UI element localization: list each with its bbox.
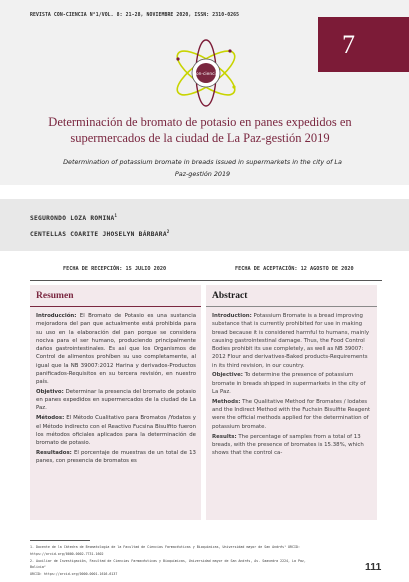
- abstract-objective-text: To determine the presence of potassium bromate in breads shipped in supermarkets in the city of La Paz.: [212, 372, 366, 395]
- footnote-divider: [30, 540, 90, 541]
- footnote-1: 1. Docente de la Cátedra de Bromatología de la Facultad de Ciencias Farmacéuticas y Bioquímicas, Universidad mayor de San Andrés¹ ORCID:: [30, 545, 300, 549]
- dates-divider: [30, 280, 382, 281]
- abstract-results-label: Results:: [212, 433, 237, 440]
- author-1: [30, 213, 117, 222]
- resumen-results-text: El porcentaje de muestras de un total de 13 panes, con presencia de bromatos es: [36, 450, 196, 465]
- abstract-results-text: The percentage of samples from a total of 13 breads, with the presence of bromates is 15.38%, which shows that the control ca-: [212, 433, 364, 457]
- abstract-heading: Abstract: [212, 291, 248, 301]
- accepted-date: FECHA DE ACEPTACIÓN: 12 AGOSTO DE 2020: [235, 266, 354, 272]
- abstract-heading-rule: [206, 306, 377, 307]
- abstract-introduction-text: Potassium Bromate is a bread improving substance that is currently prohibited for use in making bread because it is considered harmful to humans, mainly causing gastrointestinal damage. Thus, the Food Control Bodies prohibit its use completely, as well as NB 39007: 2012 Flour and derivatives-Baked products-Requirements in its third revision, in our country.: [212, 313, 370, 369]
- footnote-1-orcid: https://orcid.org/0000-0002-7731-1602: [30, 551, 104, 556]
- resumen-introduction: [36, 312, 196, 386]
- abstract-objective-label: Objective:: [212, 372, 243, 379]
- resumen-objective-label: Objetivo:: [36, 388, 64, 395]
- resumen-body: [36, 312, 196, 467]
- received-date: FECHA DE RECEPCIÓN: 15 JULIO 2020: [63, 266, 167, 272]
- resumen-methods-label: Métodos:: [36, 415, 65, 422]
- abstract-body: [212, 312, 372, 459]
- resumen-introduction-text: El Bromato de Potasio es una sustancia mejoradora del pan que actualmente está prohibida para su uso en la elaboración del pan porque se considera nociva para el ser humano, produciendo principalmente daños gastrointestinales. Es así que los Organismos de Control de alimentos prohíben su uso completamente, al igual que la NB 39007:2012 Harina y derivados-Productos panificados-Requisitos en su tercera revisión, en nuestro país.: [36, 313, 196, 385]
- journal-reference: REVISTA CON-CIENCIA N°1/VOL. 8: 21-28, NOVIEMBRE 2020, ISSN: 2310-0265: [30, 13, 240, 18]
- resumen-column: [30, 285, 201, 520]
- footnote-2-orcid: ORCID: https://orcid.org/0000-0001-1616-6137: [30, 572, 118, 577]
- title-en-line-2: Paz-gestión 2019: [174, 170, 231, 178]
- footnotes: [30, 544, 382, 578]
- abstract-introduction-label: Introduction:: [212, 313, 252, 319]
- article-number-tab: [318, 17, 409, 72]
- journal-logo: [170, 37, 242, 109]
- abstract-methods: [212, 398, 372, 431]
- resumen-methods-text: El Método Cualitativo para Bromatos /Yodatos y el Método indirecto con el Reactivo Fucsina Bisulfito fueron los métodos oficiales aplicados para la determinación de bromato de potasio.: [36, 415, 196, 447]
- abstract-objective: [212, 371, 372, 396]
- article-title-english: [30, 156, 375, 180]
- article-number: 7: [342, 30, 355, 59]
- resumen-results: [36, 449, 196, 466]
- resumen-methods: [36, 414, 196, 447]
- author-2-name: CENTELLAS COARITE JHOSELYN BÁRBARA: [30, 231, 167, 239]
- resumen-objective-text: Determinar la presencia del bromato de potasio en panes expedidos en supermercados de la ciudad de La Paz.: [36, 388, 196, 412]
- authors-block: [0, 199, 409, 251]
- abstract-results: [212, 433, 372, 458]
- title-en-line-1: Determination of potassium bromate in breads issued in supermarkets in the city of La: [63, 158, 342, 166]
- logo-text: con-ciencia: [193, 72, 219, 77]
- author-2-mark: 2: [166, 229, 170, 234]
- author-1-mark: 1: [114, 213, 118, 218]
- author-2: [30, 229, 170, 238]
- resumen-introduction-label: Introducción:: [36, 313, 77, 319]
- author-1-name: SEGURONDO LOZA ROMINA: [30, 215, 115, 223]
- resumen-heading-rule: [30, 306, 201, 307]
- resumen-heading: Resumen: [36, 291, 74, 301]
- page-number: 111: [365, 561, 382, 573]
- title-es-line-1: Determinación de bromato de potasio en panes expedidos en: [48, 115, 352, 129]
- title-es-line-2: supermercados de la ciudad de La Paz-gestión 2019: [70, 131, 330, 145]
- article-title-spanish: [30, 114, 370, 146]
- abstract-column: [206, 285, 377, 520]
- abstract-methods-label: Methods:: [212, 398, 241, 405]
- resumen-objective: [36, 388, 196, 413]
- footnote-2-country: Bolivia²: [30, 565, 46, 570]
- abstract-methods-text: The Qualitative Method for Bromates / Iodates and the Indirect Method with the Fuchsin Bisulfite Reagent were the official methods applied for the determination of potassium bromate.: [212, 398, 371, 430]
- abstract-introduction: [212, 312, 372, 370]
- footnote-2: 2. Auxiliar de Investigación, Facultad de Ciencias Farmacéuticas y Bioquímicas, Universidad mayor de San Andrés, Av. Saavedra 2224, La Paz,: [30, 558, 306, 563]
- resumen-results-label: Resultados:: [36, 450, 72, 457]
